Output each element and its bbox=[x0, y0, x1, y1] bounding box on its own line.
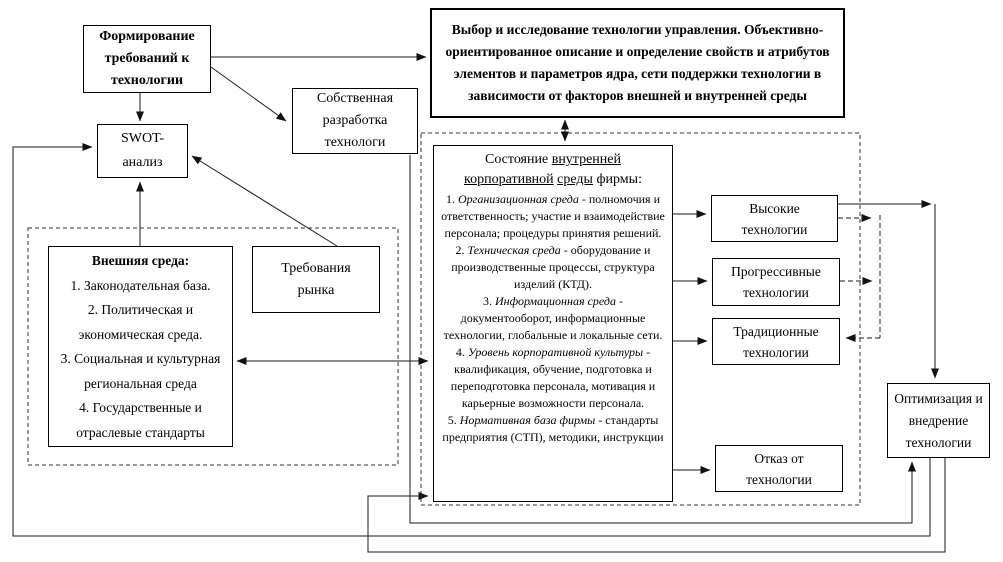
box-form-requirements: Формирование требований к технологии bbox=[83, 25, 211, 93]
title-word-underlined: корпоративной bbox=[464, 172, 554, 187]
box-high-tech: Высокие технологии bbox=[711, 195, 838, 242]
title-word-underlined: внутренней bbox=[551, 152, 621, 167]
internal-env-item: 5. Нормативная база фирмы - стандарты предприятия (СТП), методики, инструкции bbox=[442, 413, 664, 444]
box-swot-analysis bbox=[97, 124, 188, 178]
external-env-item: 2. Политическая и экономическая среда. bbox=[78, 302, 203, 342]
external-env-item: 4. Государственные и отраслевые стандарты bbox=[76, 400, 205, 440]
box-progressive-tech: Прогрессивные технологии bbox=[712, 258, 840, 306]
external-env-title: Внешняя среда: bbox=[91, 253, 190, 268]
internal-env-item: 3. Информационная среда - документооборот, информационные технологии, глобальные и локальные сети. bbox=[443, 294, 663, 342]
internal-env-item: 4. Уровень корпоративной культуры - квалификация, обучение, подготовка и переподготовка персонала, мотивация и карьерные возможности персонала. bbox=[450, 345, 656, 410]
box-external-environment bbox=[48, 246, 233, 447]
title-word: Состояние bbox=[484, 152, 549, 167]
box-internal-environment bbox=[433, 145, 673, 502]
internal-env-title bbox=[464, 150, 642, 191]
box-own-development: Собственная разработка технологи bbox=[292, 88, 418, 154]
internal-env-item: 1. Организационная среда - полномочия и ответственность; участие и взаимодействие персонала; процедуры принятия решений. bbox=[441, 192, 665, 240]
box-optimization: Оптимизация и внедрение технологии bbox=[887, 383, 990, 458]
arrow-form-to-own-dev bbox=[211, 67, 286, 121]
box-reject-tech: Отказ от технологии bbox=[715, 445, 843, 492]
box-market-requirements: Требования рынка bbox=[252, 246, 380, 313]
internal-env-item: 2. Техническая среда - оборудование и производственные процессы, структура изделий (КТД). bbox=[451, 243, 655, 291]
external-env-item: 1. Законодательная база. bbox=[70, 277, 211, 293]
box-traditional-tech: Традиционные технологии bbox=[712, 318, 840, 365]
swot-line2: анализ bbox=[122, 155, 163, 170]
title-word: фирмы: bbox=[596, 172, 642, 187]
external-env-item: 3. Социальная и культурная региональная среда bbox=[60, 351, 221, 391]
box-selection-research: Выбор и исследование технологии управления. Объективно-ориентированное описание и определение свойств и атрибутов элементов и параметров ядра, сети поддержки технологии в зависимости от факторов внешней и внутренней среды bbox=[430, 8, 845, 118]
arrow-market-to-swot bbox=[192, 156, 337, 246]
swot-line1: SWOT- bbox=[120, 131, 165, 146]
title-word-underlined: среды bbox=[557, 172, 593, 187]
